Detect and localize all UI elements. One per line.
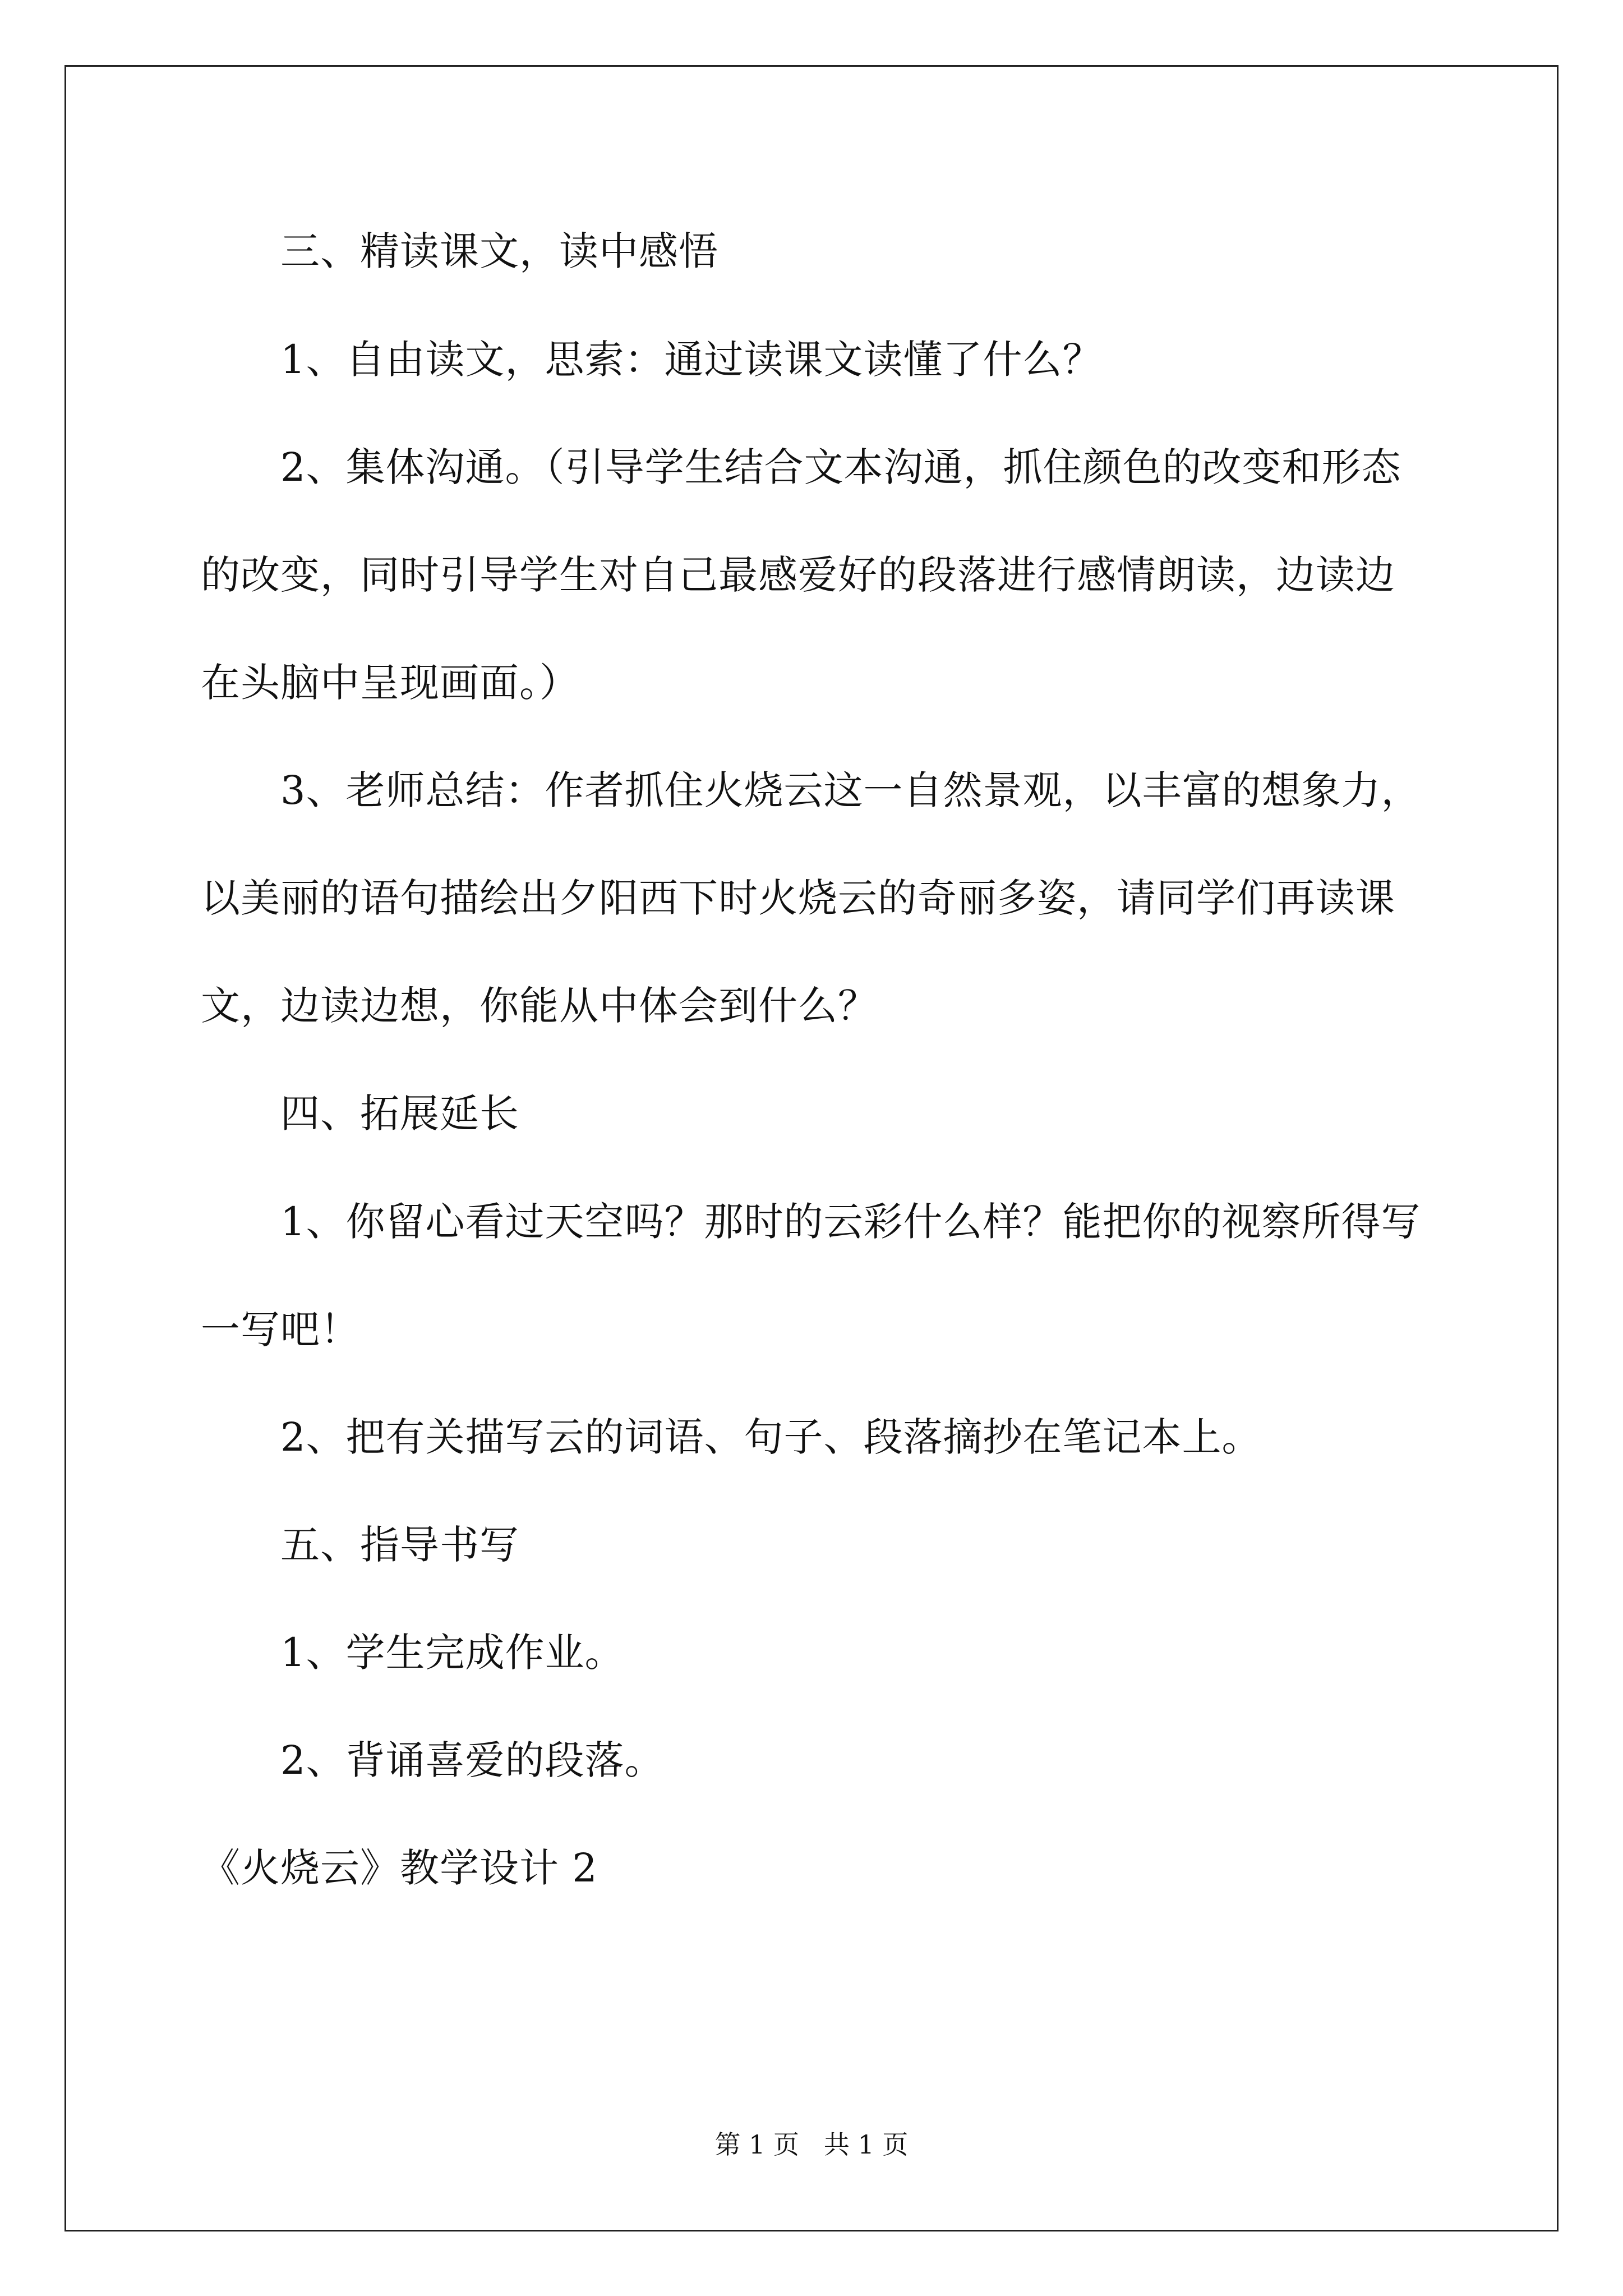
section-heading-five: 五、指导书写	[280, 1522, 519, 1568]
document-title: 《火烧云》教学设计 2	[201, 1845, 598, 1891]
paragraph-line: 2、集体沟通。（引导学生结合文本沟通，抓住颜色的改变和形态	[280, 444, 1401, 490]
paragraph-line: 1、自由读文，思索：通过读课文读懂了什么？	[280, 337, 1103, 383]
section-heading-three: 三、精读课文，读中感悟	[280, 228, 718, 274]
paragraph-line: 在头脑中呈现画面。）	[201, 660, 579, 706]
page-footer: 第 1 页 共 1 页	[714, 2129, 909, 2160]
paragraph-line: 一写吧！	[201, 1306, 360, 1352]
paragraph-line: 文，边读边想，你能从中体会到什么？	[201, 983, 878, 1029]
paragraph-line: 1、学生完成作业。	[280, 1630, 625, 1676]
paragraph-line: 2、背诵喜爱的段落。	[280, 1737, 665, 1783]
paragraph-line: 3、老师总结：作者抓住火烧云这一自然景观，以丰富的想象力，	[280, 767, 1421, 813]
paragraph-line: 的改变，同时引导学生对自己最感爱好的段落进行感情朗读，边读边	[201, 552, 1395, 598]
section-heading-four: 四、拓展延长	[280, 1091, 519, 1137]
paragraph-line: 2、把有关描写云的词语、句子、段落摘抄在笔记本上。	[280, 1414, 1262, 1460]
paragraph-line: 以美丽的语句描绘出夕阳西下时火烧云的奇丽多姿，请同学们再读课	[201, 875, 1395, 921]
page-border	[64, 65, 1559, 2231]
paragraph-line: 1、你留心看过天空吗？那时的云彩什么样？能把你的视察所得写	[280, 1199, 1421, 1245]
